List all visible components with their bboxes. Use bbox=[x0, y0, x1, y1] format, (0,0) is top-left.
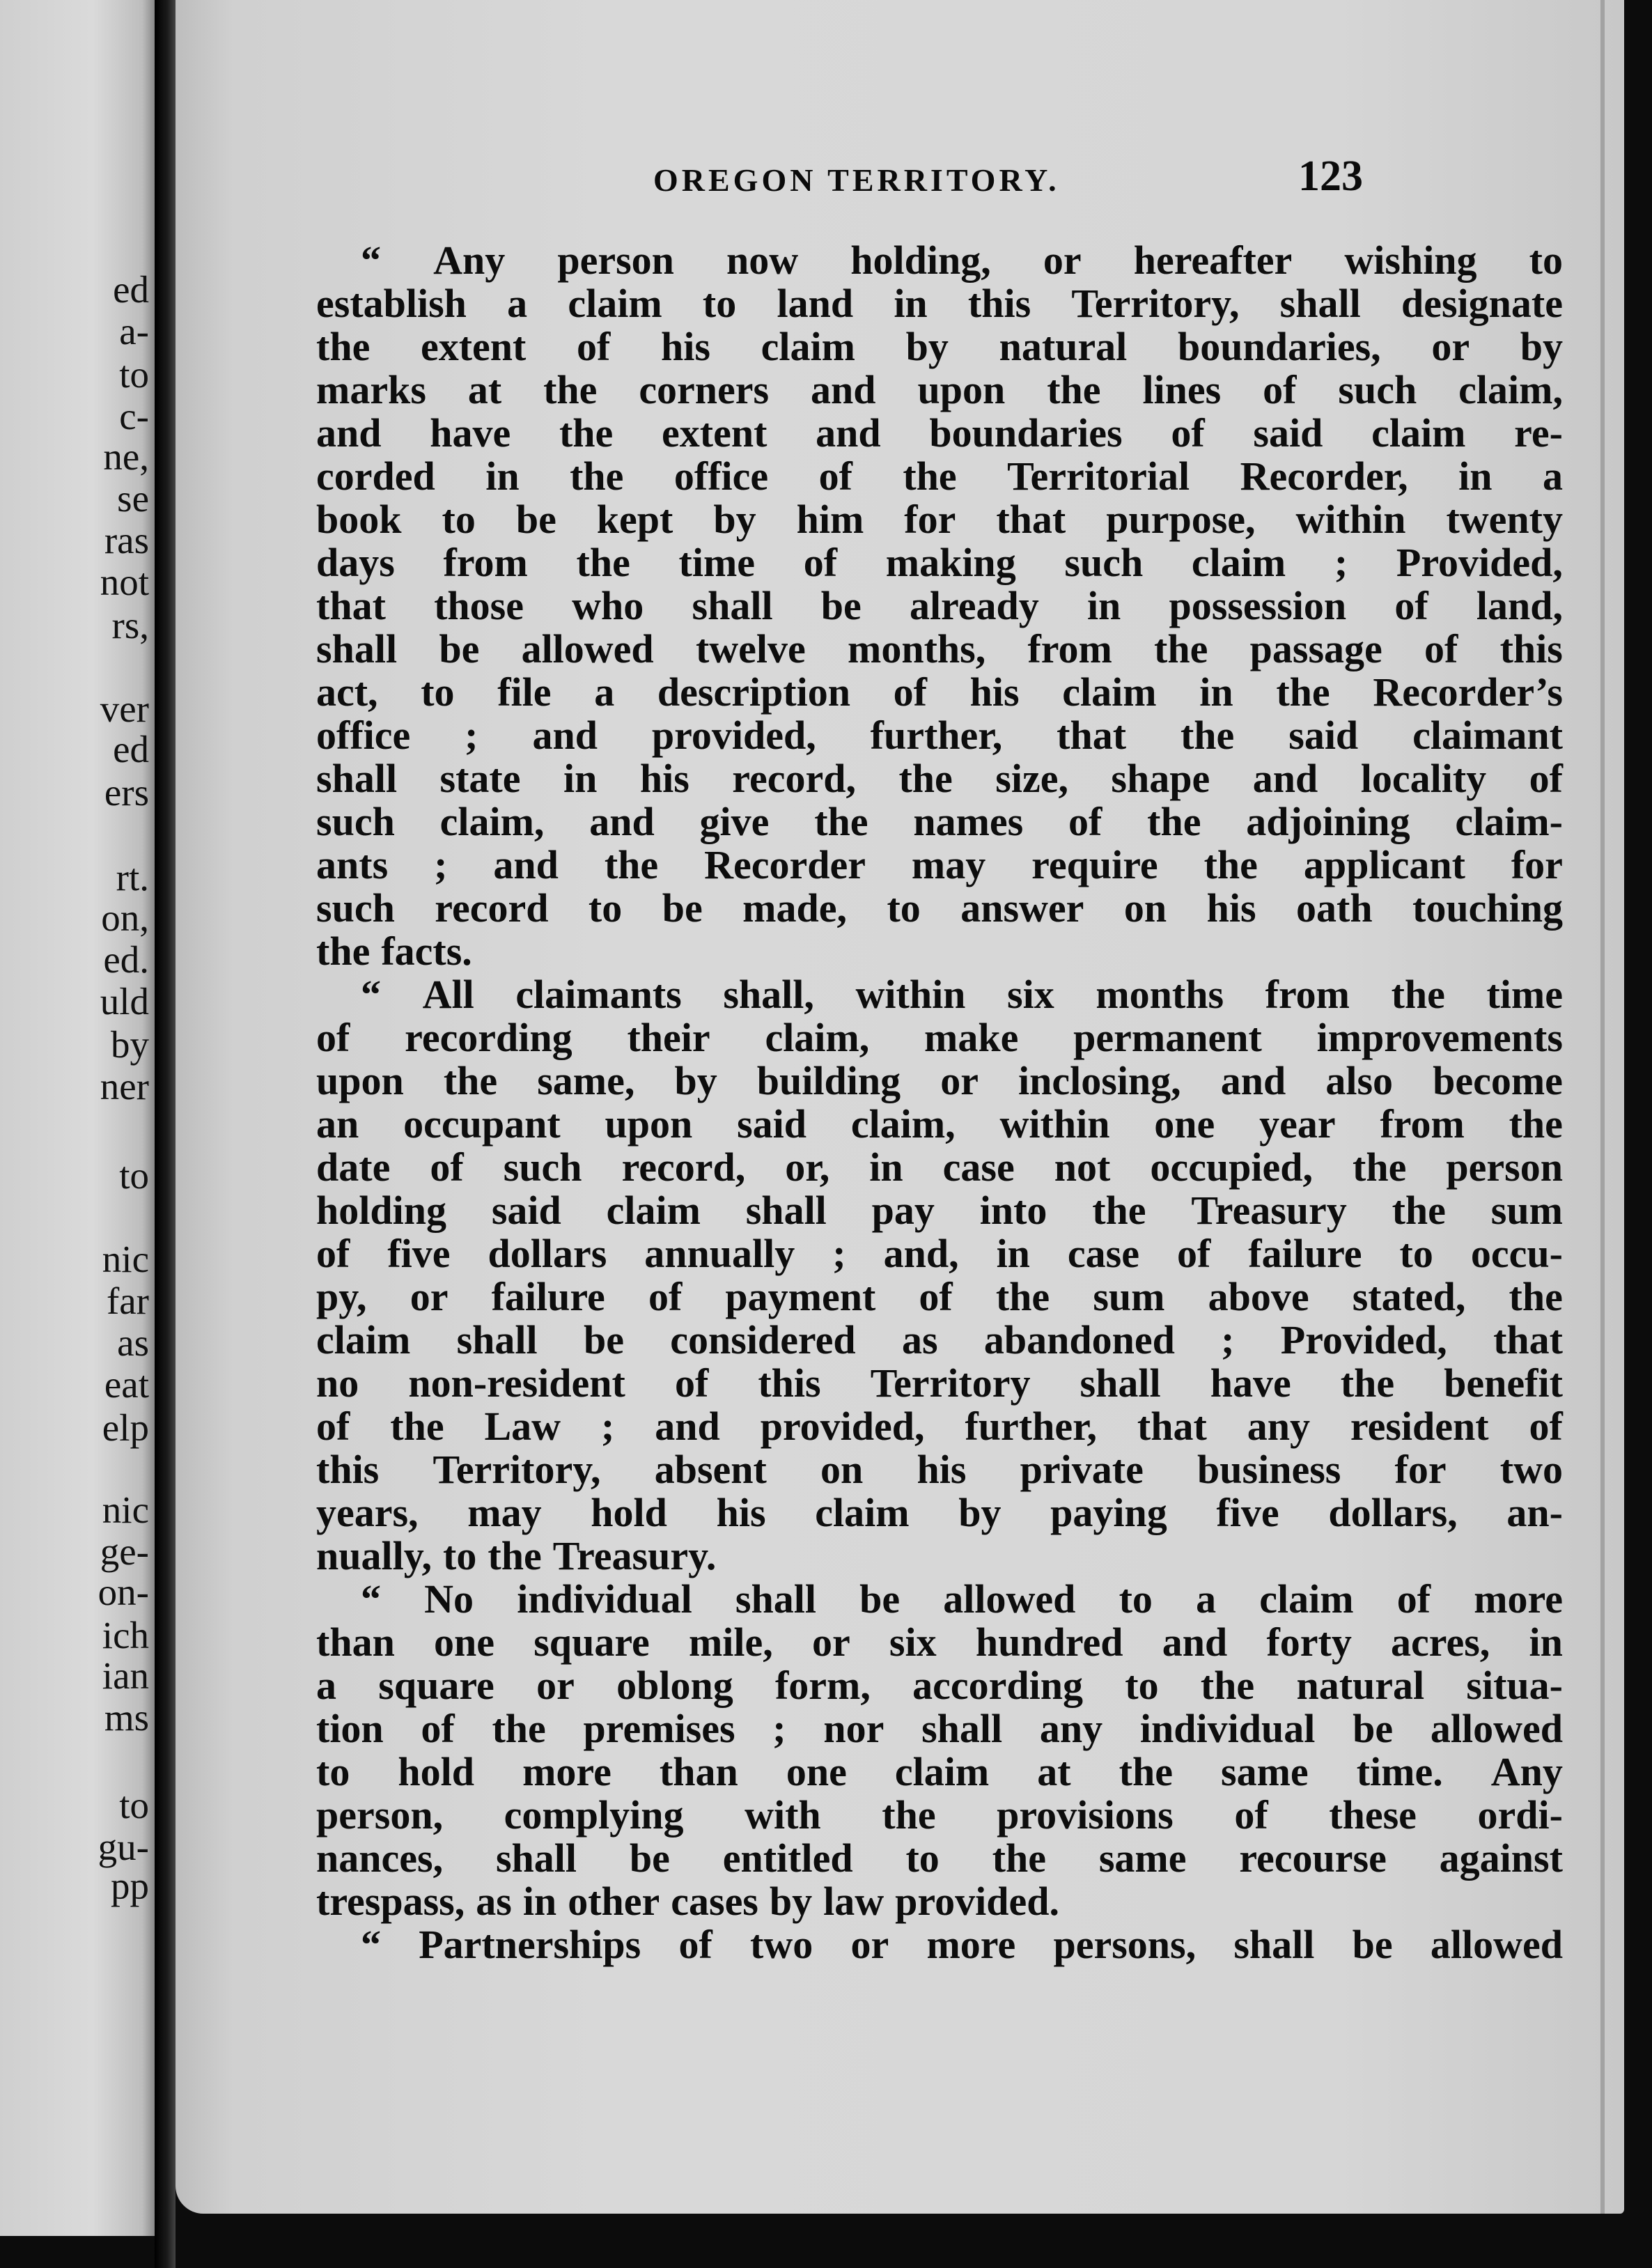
text-line: “ Any person now holding, or hereafter wishing to bbox=[361, 238, 1563, 283]
book-gutter bbox=[155, 0, 176, 2268]
running-head: OREGON TERRITORY. bbox=[653, 162, 1060, 198]
text-line: marks at the corners and upon the lines of such claim, bbox=[316, 367, 1563, 412]
text-line: shall be allowed twelve months, from the passage of this bbox=[316, 626, 1563, 671]
text-line: py, or failure of payment of the sum above stated, the bbox=[316, 1274, 1563, 1319]
left-page-fragment: ich bbox=[102, 1614, 149, 1656]
left-page-fragment: ras bbox=[104, 519, 149, 561]
left-page-fragment: elp bbox=[102, 1406, 149, 1449]
left-page-fragment: ver bbox=[100, 688, 149, 730]
left-page-fragment: to bbox=[119, 353, 149, 396]
left-page-fragment: ed bbox=[113, 728, 149, 770]
text-line: upon the same, by building or inclosing, and also become bbox=[316, 1058, 1563, 1103]
text-line: that those who shall be already in possession of land, bbox=[316, 583, 1563, 628]
text-line: nually, to the Treasury. bbox=[316, 1533, 717, 1578]
text-line: ants ; and the Recorder may require the applicant for bbox=[316, 842, 1563, 887]
text-line: shall state in his record, the size, shape and locality of bbox=[316, 756, 1563, 801]
text-line: tion of the premises ; nor shall any individual be allowed bbox=[316, 1706, 1563, 1751]
text-line: to hold more than one claim at the same time. Any bbox=[316, 1749, 1563, 1794]
left-page-fragment: not bbox=[100, 561, 149, 603]
text-line: than one square mile, or six hundred and forty acres, in bbox=[316, 1620, 1563, 1665]
text-line: corded in the office of the Territorial Recorder, in a bbox=[316, 453, 1563, 499]
text-line: such claim, and give the names of the adjoining claim- bbox=[316, 799, 1563, 844]
text-line: nances, shall be entitled to the same recourse against bbox=[316, 1835, 1563, 1881]
left-page-fragment: ers bbox=[104, 771, 149, 814]
left-page-fragment: ne, bbox=[103, 435, 149, 478]
left-page-fragment: ian bbox=[102, 1654, 149, 1697]
book-page bbox=[176, 0, 1624, 2214]
text-line: of recording their claim, make permanent improvements bbox=[316, 1015, 1563, 1060]
left-page-fragment: nic bbox=[102, 1489, 149, 1531]
left-page-fragment: ed. bbox=[103, 938, 149, 981]
text-line: establish a claim to land in this Territory, shall designate bbox=[316, 281, 1563, 326]
text-line: the extent of his claim by natural boundaries, or by bbox=[316, 324, 1563, 369]
text-line: an occupant upon said claim, within one year from the bbox=[316, 1101, 1563, 1147]
left-page-fragment: c- bbox=[119, 395, 149, 437]
left-page-fragment: ms bbox=[104, 1696, 149, 1739]
left-page-edge bbox=[0, 0, 155, 2236]
text-line: days from the time of making such claim ; Provided, bbox=[316, 540, 1563, 585]
text-line: claim shall be considered as abandoned ; Provided, that bbox=[316, 1317, 1563, 1362]
left-page-fragment: rs, bbox=[111, 604, 149, 646]
left-page-fragment: eat bbox=[104, 1363, 149, 1406]
left-page-fragment: far bbox=[106, 1280, 149, 1322]
left-page-fragment: on- bbox=[98, 1571, 149, 1613]
left-page-fragment: se bbox=[117, 477, 149, 520]
left-page-fragment: as bbox=[117, 1321, 149, 1364]
left-page-fragment: ner bbox=[100, 1065, 149, 1108]
left-page-fragment: nic bbox=[102, 1238, 149, 1280]
text-line: “ Partnerships of two or more persons, shall be allowed bbox=[361, 1922, 1563, 1967]
text-line: person, complying with the provisions of these ordi- bbox=[316, 1792, 1563, 1838]
text-line: holding said claim shall pay into the Treasury the sum bbox=[316, 1188, 1563, 1233]
text-line: a square or oblong form, according to the natural situa- bbox=[316, 1663, 1563, 1708]
left-page-fragment: to bbox=[119, 1784, 149, 1826]
text-line: office ; and provided, further, that the said claimant bbox=[316, 713, 1563, 758]
left-page-fragment: a- bbox=[119, 310, 149, 352]
page-number: 123 bbox=[1298, 153, 1363, 200]
text-line: “ All claimants shall, within six months from the time bbox=[361, 972, 1563, 1017]
left-page-fragment: rt. bbox=[116, 856, 149, 899]
text-line: such record to be made, to answer on his oath touching bbox=[316, 885, 1563, 931]
left-page-fragment: pp bbox=[111, 1865, 149, 1907]
left-page-fragment: ed bbox=[113, 268, 149, 311]
left-page-fragment: by bbox=[111, 1023, 149, 1066]
text-line: act, to file a description of his claim in the Recorder’s bbox=[316, 669, 1563, 715]
text-line: this Territory, absent on his private business for two bbox=[316, 1447, 1563, 1492]
text-line: “ No individual shall be allowed to a claim of more bbox=[361, 1576, 1563, 1622]
text-line: of the Law ; and provided, further, that any resident of bbox=[316, 1404, 1563, 1449]
left-page-fragment: to bbox=[119, 1154, 149, 1197]
text-line: book to be kept by him for that purpose, within twenty bbox=[316, 497, 1563, 542]
body-text bbox=[316, 237, 1563, 1967]
text-line: and have the extent and boundaries of said claim re- bbox=[316, 410, 1563, 456]
left-page-fragment: gu- bbox=[98, 1826, 149, 1868]
text-line: of five dollars annually ; and, in case of failure to occu- bbox=[316, 1231, 1563, 1276]
text-line: the facts. bbox=[316, 929, 472, 974]
left-page-fragment: ge- bbox=[100, 1530, 149, 1573]
text-line: years, may hold his claim by paying five dollars, an- bbox=[316, 1490, 1563, 1535]
text-line: date of such record, or, in case not occupied, the person bbox=[316, 1144, 1563, 1190]
page-edge-shadow bbox=[1600, 0, 1605, 2214]
text-line: no non-resident of this Territory shall have the benefit bbox=[316, 1360, 1563, 1406]
left-page-fragment: on, bbox=[101, 896, 149, 939]
left-page-fragment: uld bbox=[100, 980, 149, 1023]
text-line: trespass, as in other cases by law provided. bbox=[316, 1879, 1059, 1924]
